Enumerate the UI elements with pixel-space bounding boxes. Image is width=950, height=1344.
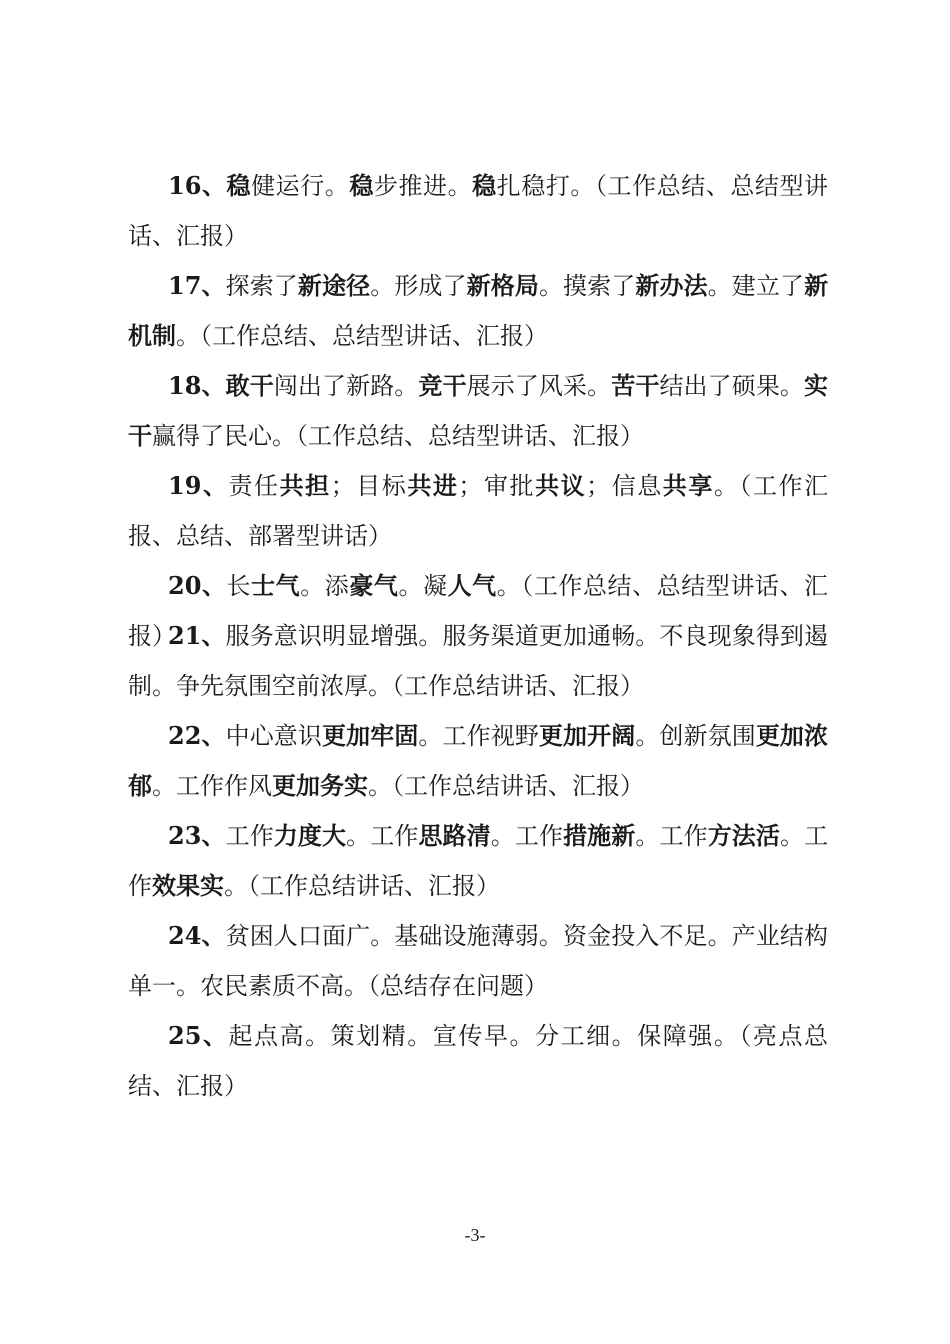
bold-text: 苦干 — [611, 371, 660, 400]
list-item — [128, 261, 828, 361]
list-item — [128, 461, 828, 561]
bold-text: 新格局 — [466, 271, 539, 300]
text-run: 工作 — [225, 822, 274, 850]
text-run: 。（工作总结、总结型讲话、汇报） — [128, 572, 829, 650]
list-item — [128, 611, 828, 711]
bold-text: 人气 — [447, 571, 497, 600]
bold-text: 力度大 — [273, 821, 347, 850]
text-run: 。形成了 — [370, 272, 467, 300]
bold-text: 20、 — [168, 571, 227, 600]
bold-text: 23、 — [168, 821, 226, 850]
text-run: 结出了硕果。 — [659, 372, 805, 400]
bold-text: 更加浓郁 — [128, 721, 829, 800]
text-run: 闯出了新路。 — [273, 372, 419, 400]
bold-text: 共进 — [407, 471, 459, 500]
bold-text: 共享 — [662, 471, 714, 500]
bold-text: 更加开阔 — [538, 721, 636, 750]
text-run: 。（工作总结讲话、汇报） — [368, 772, 644, 800]
bold-text: 敢干 — [225, 371, 274, 400]
text-run: 服务意识明显增强。服务渠道更加通畅。不良现象得到遏制。争先氛围空前浓厚。（工作总结讲话、汇报） — [128, 622, 829, 700]
text-run: 扎稳打。（工作总结、总结型讲话、汇报） — [128, 172, 829, 250]
bold-text: 新途径 — [297, 271, 371, 300]
list-item — [128, 811, 828, 911]
bold-text: 稳 — [472, 171, 497, 200]
text-run: ；信息 — [586, 472, 663, 500]
text-run: 探索了 — [225, 272, 298, 300]
text-run: 。工作 — [128, 822, 829, 900]
text-run: 展示了风采。 — [466, 372, 612, 400]
bold-text: 竞干 — [418, 371, 467, 400]
text-run: 中心意识 — [225, 722, 323, 750]
bold-text: 16、 — [168, 171, 227, 200]
text-run: 。工作 — [346, 822, 419, 850]
bold-text: 21、 — [168, 621, 226, 650]
page-number: -3- — [464, 1225, 486, 1245]
list-item — [128, 711, 828, 811]
text-run: 。工作视野 — [418, 722, 539, 750]
bold-text: 更加务实 — [272, 771, 368, 800]
bold-text: 19、 — [168, 471, 229, 500]
text-run: 贫困人口面广。基础设施薄弱。资金投入不足。产业结构单一。农民素质不高。（总结存在问题） — [128, 922, 829, 1000]
bold-text: 24、 — [168, 921, 226, 950]
text-run: 赢得了民心。（工作总结、总结型讲话、汇报） — [152, 422, 644, 450]
text-run: 。工作作风 — [152, 772, 272, 800]
text-run: 。（工作汇报、总结、部署型讲话） — [128, 472, 829, 550]
text-run: 。工作 — [635, 822, 708, 850]
bold-text: 实干 — [128, 371, 829, 450]
list-item — [128, 361, 828, 461]
text-run: 。摸索了 — [538, 272, 636, 300]
bold-text: 稳 — [226, 171, 252, 200]
list-item — [128, 1011, 828, 1111]
bold-text: 更加牢固 — [322, 721, 419, 750]
bold-text: 25、 — [168, 1021, 229, 1050]
bold-text: 18、 — [168, 371, 226, 400]
text-run: 。（工作总结讲话、汇报） — [224, 872, 500, 900]
bold-text: 措施新 — [563, 821, 636, 850]
text-run: 。创新氛围 — [635, 722, 756, 750]
bold-text: 方法活 — [707, 821, 780, 850]
bold-text: 共议 — [535, 471, 587, 500]
bold-text: 豪气 — [349, 571, 399, 600]
text-run: 健运行。 — [251, 172, 350, 200]
text-run: 起点高。策划精。宣传早。分工细。保障强。（亮点总结、汇报） — [128, 1022, 829, 1100]
text-run: 。凝 — [398, 572, 448, 600]
list-item — [128, 911, 828, 1011]
bold-text: 思路清 — [418, 821, 491, 850]
list-item — [128, 161, 828, 261]
text-run: 。（工作总结、总结型讲话、汇报） — [176, 322, 548, 350]
text-run: 。工作 — [490, 822, 564, 850]
text-run: ；审批 — [458, 472, 536, 500]
bold-text: 22、 — [168, 721, 226, 750]
bold-text: 效果实 — [152, 871, 224, 900]
text-run: 。添 — [300, 572, 350, 600]
bold-text: 士气 — [251, 571, 301, 600]
text-run: 责任 — [228, 472, 280, 500]
text-run: ；目标 — [330, 472, 408, 500]
bold-text: 稳 — [349, 171, 374, 200]
bold-text: 共担 — [279, 471, 331, 500]
text-run: 步推进。 — [373, 172, 473, 200]
text-run: 长 — [226, 572, 252, 600]
bold-text: 新机制 — [128, 271, 829, 350]
bold-text: 17、 — [168, 271, 226, 300]
bold-text: 新办法 — [635, 271, 708, 300]
text-run: 。建立了 — [707, 272, 805, 300]
